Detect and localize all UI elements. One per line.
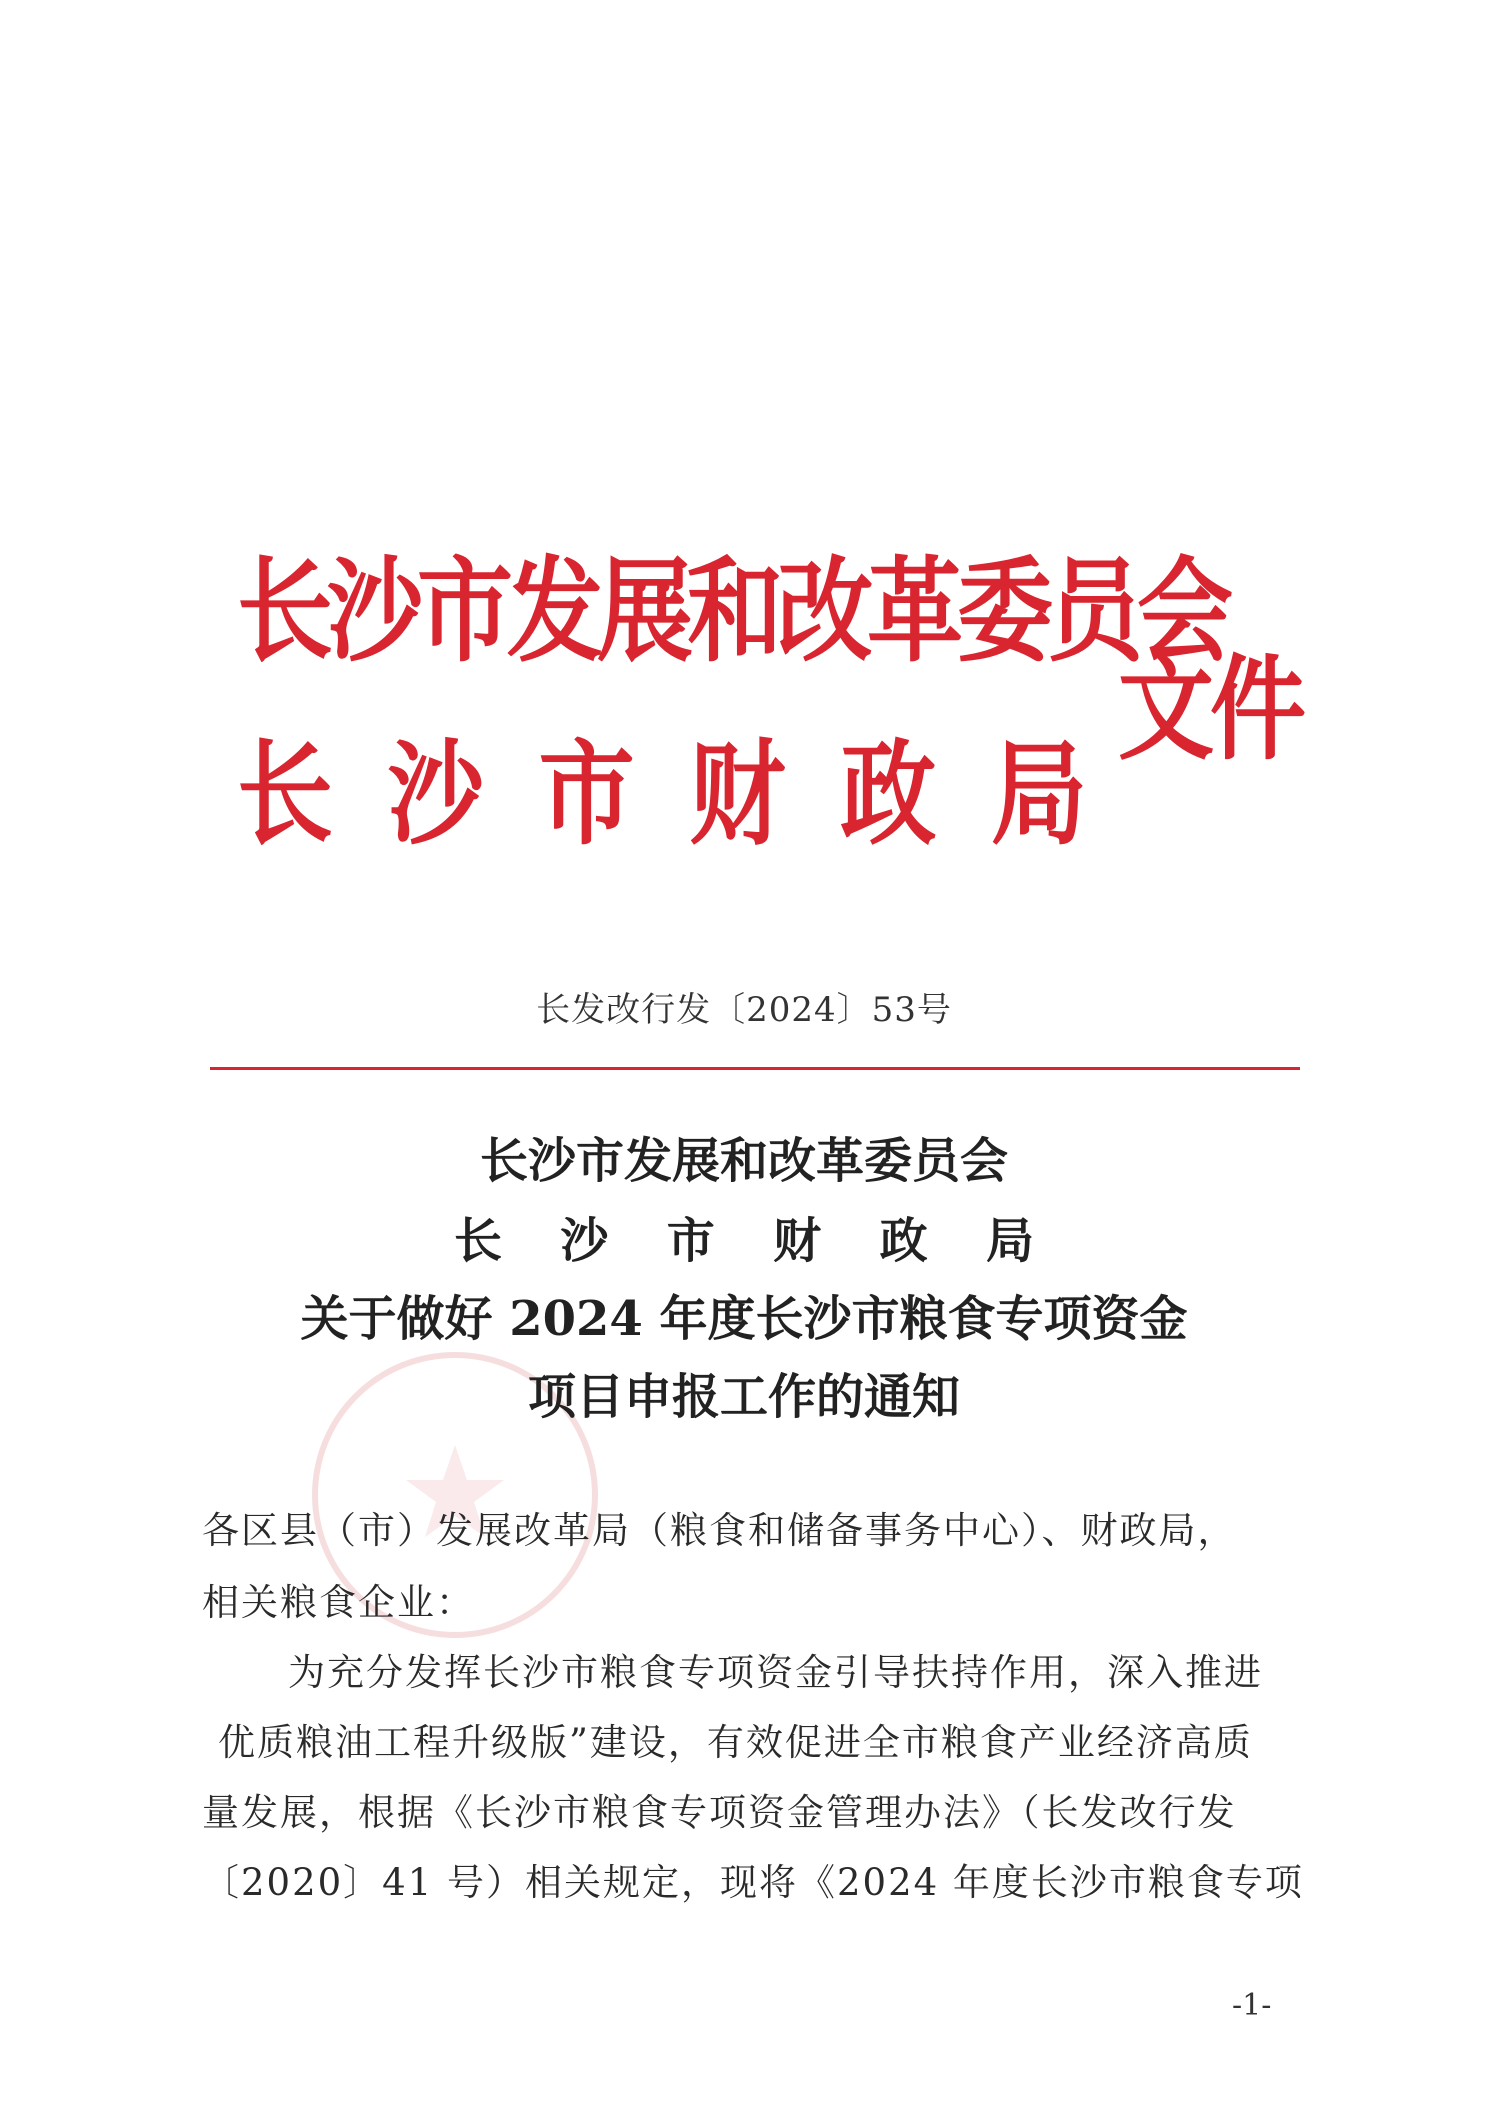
title-line-2-char: 长: [454, 1213, 503, 1269]
title-line-2: [0, 1202, 1488, 1271]
title-line-2-char: 局: [985, 1213, 1034, 1269]
title-line-3: 关于做好 2024 年度长沙市粮食专项资金: [300, 1291, 1188, 1347]
red-separator-line: [210, 1067, 1300, 1070]
title-line-1: 长沙市发展和改革委员会: [479, 1133, 1008, 1189]
issuer-org-2-char: 市: [538, 728, 635, 861]
title-line-2-char: 财: [773, 1213, 822, 1269]
body-line-3: 量发展，根据《长沙市粮食专项资金管理办法》（长发改行发: [202, 1791, 1237, 1834]
issuer-org-2-char: 长: [237, 728, 333, 861]
issuer-org-2: [237, 705, 1087, 867]
issuer-org-2-char: 财: [689, 728, 786, 861]
issuer-org-2-char: 局: [990, 728, 1087, 861]
document-suffix: 文件: [1118, 643, 1302, 776]
body-line-4: 〔2020〕41 号）相关规定，现将《2024 年度长沙市粮食专项: [202, 1861, 1304, 1904]
addressee-line-1: 各区县（市）发展改革局（粮食和储备事务中心）、财政局，: [202, 1509, 1237, 1552]
title-line-4: 项目申报工作的通知: [527, 1369, 960, 1425]
issuer-org-2-char: 政: [840, 728, 937, 861]
page-number: -1-: [1232, 1988, 1272, 2023]
addressee-line-2: 相关粮食企业：: [202, 1581, 475, 1624]
issuer-org-2-char: 沙: [387, 728, 484, 861]
issuer-org-1: 长沙市发展和改革委员会: [237, 545, 1227, 678]
body-line-2: 优质粮油工程升级版”建设，有效促进全市粮食产业经济高质: [218, 1721, 1253, 1764]
document-number: 长发改行发〔2024〕53号: [536, 990, 952, 1030]
title-line-2-char: 政: [879, 1213, 928, 1269]
title-line-2-char: 沙: [560, 1213, 609, 1269]
title-line-2-char: 市: [666, 1213, 715, 1269]
body-line-1: 为充分发挥长沙市粮食专项资金引导扶持作用，深入推进: [288, 1651, 1263, 1694]
